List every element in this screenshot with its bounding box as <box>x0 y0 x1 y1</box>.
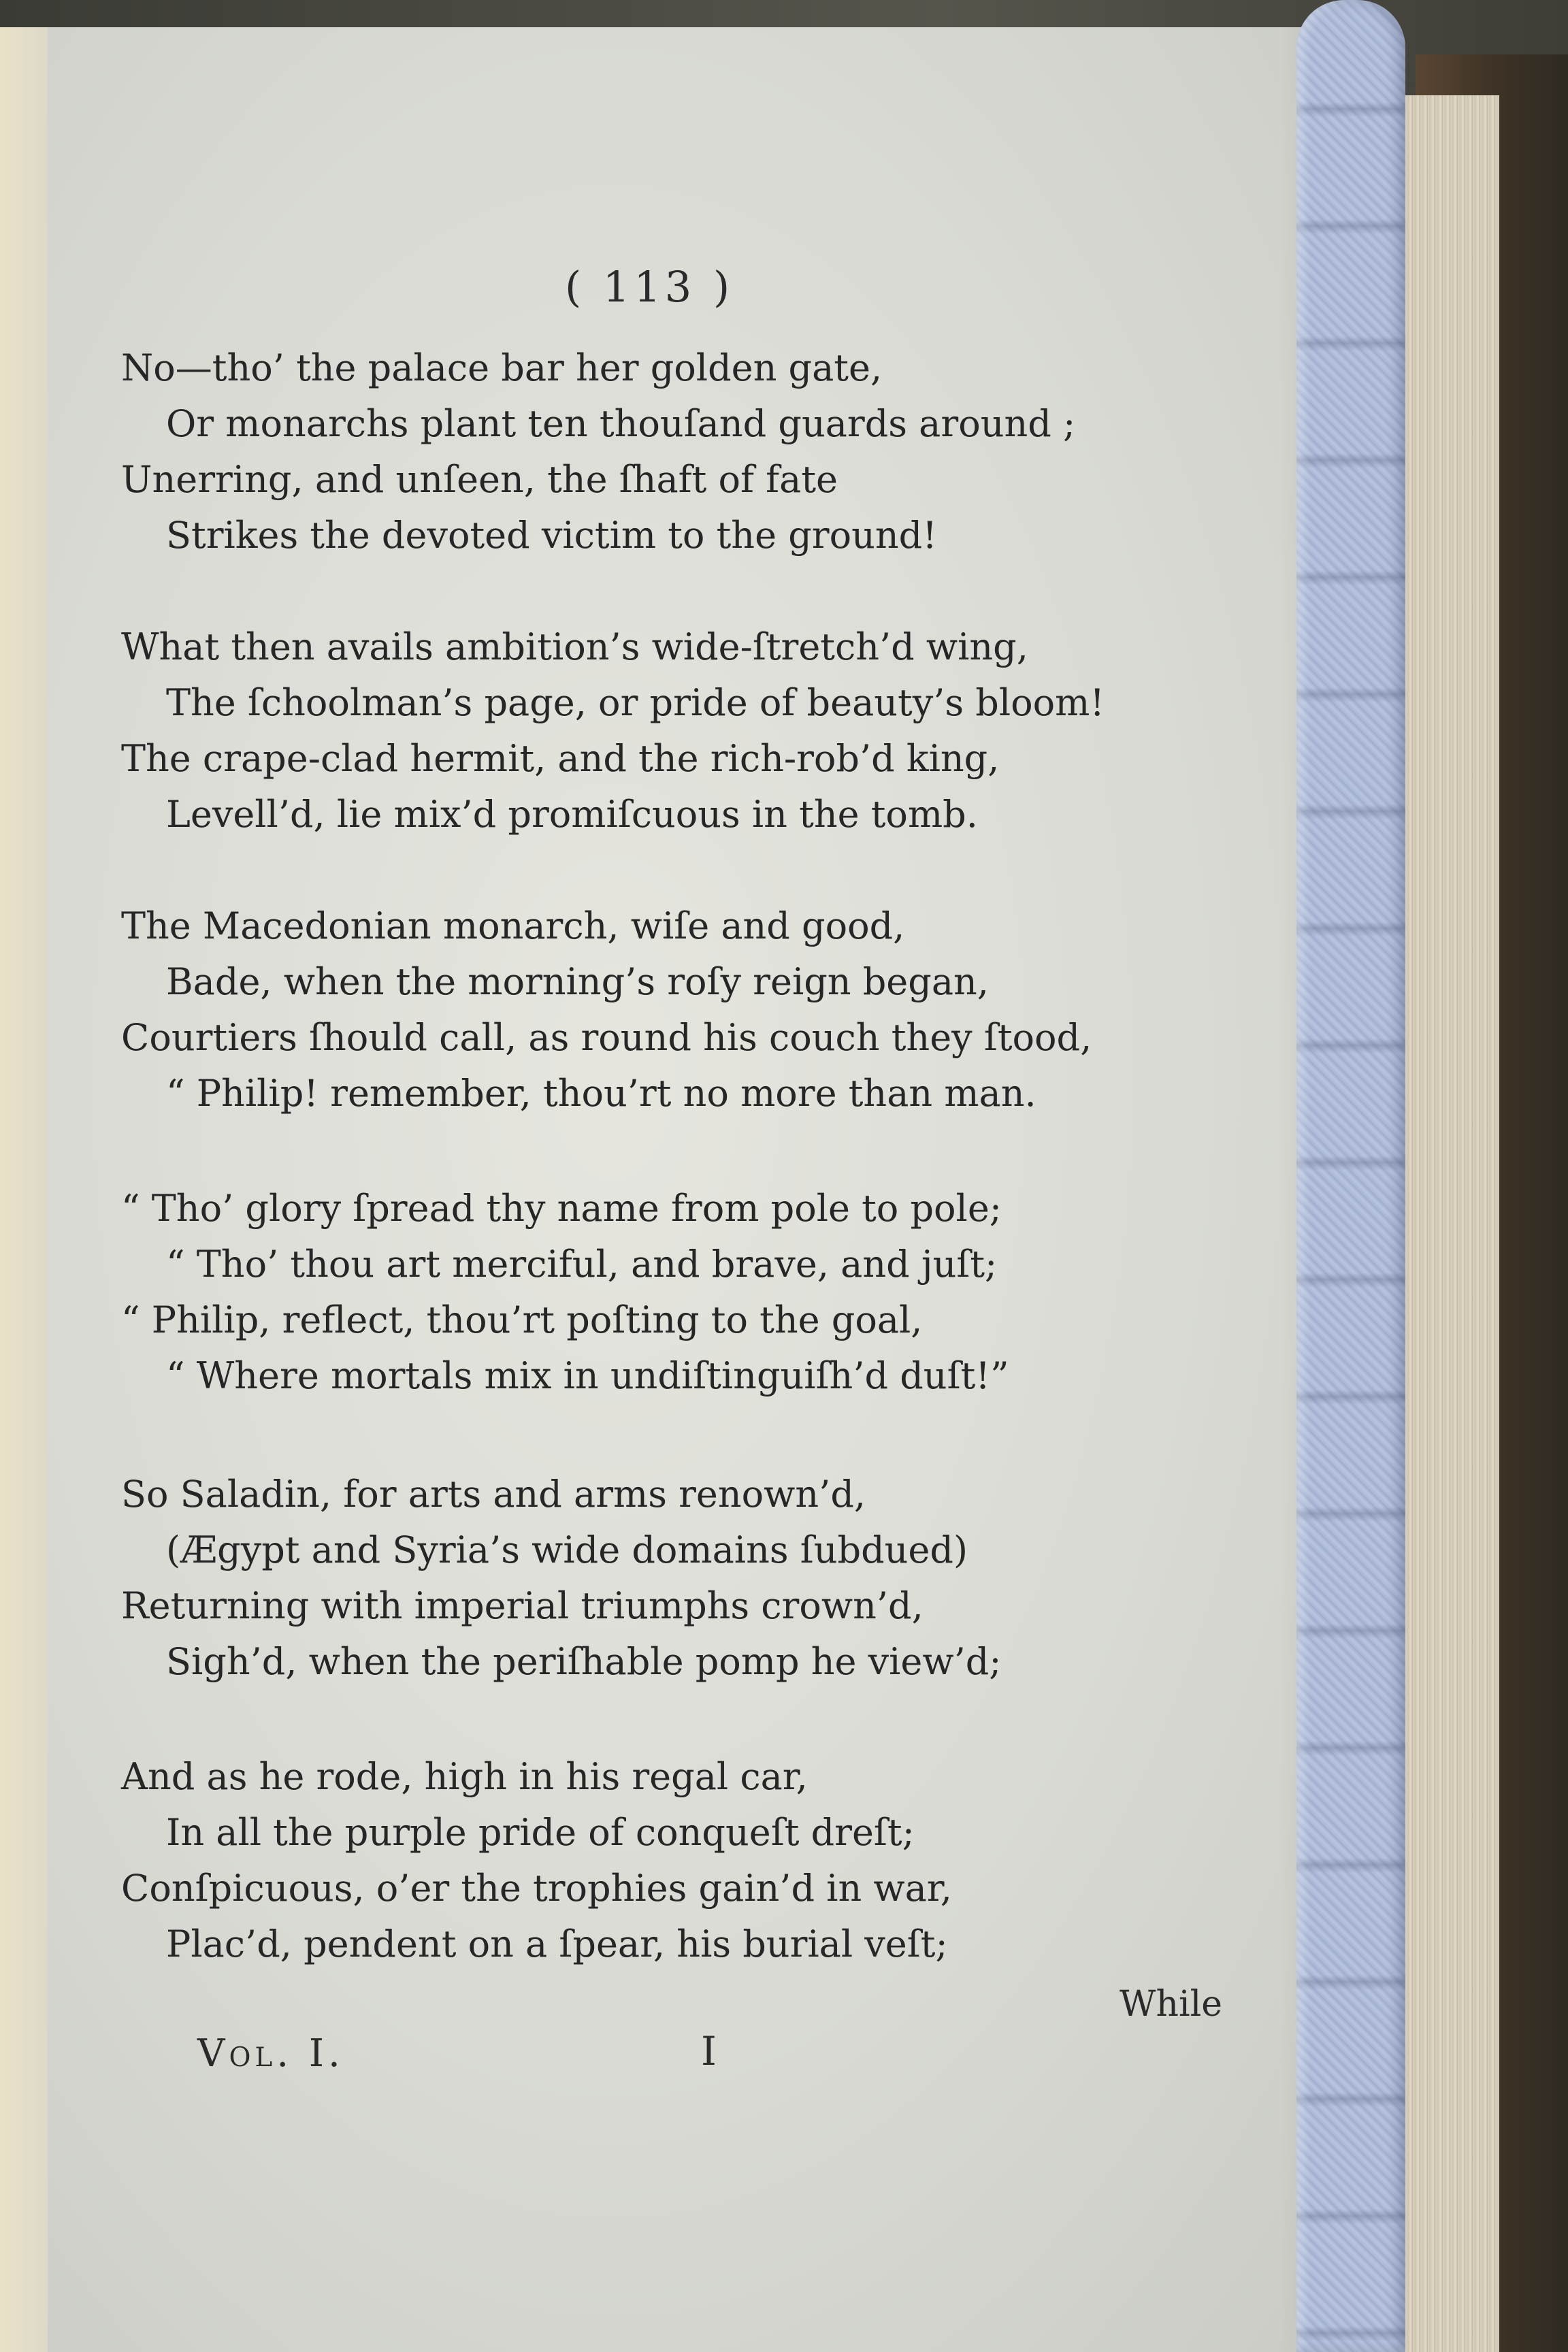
page-gutter <box>0 27 48 2352</box>
stanza-6 <box>121 1749 1183 1972</box>
signature-mark: I <box>701 2028 717 2074</box>
verse-line: Courtiers ſhould call, as round his couch they ſtood, <box>121 1016 1092 1059</box>
verse-line: “ Where mortals mix in undiſtinguiſh’d duſt!” <box>166 1354 1009 1397</box>
verse-line: Or monarchs plant ten thouſand guards around ; <box>166 402 1076 445</box>
bookmark-ribbon <box>1296 0 1405 2352</box>
verse-line: What then avails ambition’s wide-ſtretch’d wing, <box>121 625 1028 668</box>
verse-line: Plac’d, pendent on a ſpear, his burial veſt; <box>166 1923 948 1965</box>
verse-line: “ Tho’ thou art merciful, and brave, and juſt; <box>166 1243 998 1286</box>
stanza-1 <box>121 340 1183 564</box>
page-number: ( 113 ) <box>565 262 734 312</box>
verse-line: “ Philip, reflect, thou’rt poſting to the goal, <box>121 1298 923 1341</box>
verse-line: Returning with imperial triumphs crown’d, <box>121 1584 924 1627</box>
catchword: While <box>1120 1984 1222 2025</box>
verse-line: Unerring, and unſeen, the ſhaft of fate <box>121 458 838 501</box>
verse-line: Levell’d, lie mix’d promiſcuous in the tomb. <box>166 793 978 836</box>
verse-line: No—tho’ the palace bar her golden gate, <box>121 346 883 389</box>
verse-line: (Ægypt and Syria’s wide domains ſubdued) <box>166 1529 968 1571</box>
verse-line: “ Tho’ glory ſpread thy name from pole to pole; <box>121 1187 1002 1230</box>
stanza-3 <box>121 898 1183 1122</box>
verse-line: The ſchoolman’s page, or pride of beauty’s bloom! <box>166 681 1105 724</box>
verse-line: So Saladin, for arts and arms renown’d, <box>121 1473 866 1516</box>
verse-line: Strikes the devoted victim to the ground! <box>166 514 937 557</box>
verse-line: Sigh’d, when the periſhable pomp he view’d; <box>166 1640 1002 1683</box>
verse-line: The crape-clad hermit, and the rich-rob’d king, <box>121 737 1000 780</box>
verse-line: “ Philip! remember, thou’rt no more than man. <box>166 1072 1036 1115</box>
volume-signature: Vol. I. <box>197 2031 344 2076</box>
verse-line: Conſpicuous, o’er the trophies gain’d in war, <box>121 1867 952 1910</box>
verse-line: And as he rode, high in his regal car, <box>121 1755 808 1798</box>
stanza-5 <box>121 1467 1183 1690</box>
stanza-4 <box>121 1181 1183 1404</box>
verse-line: The Macedonian monarch, wiſe and good, <box>121 904 905 947</box>
verse-line: In all the purple pride of conqueſt dreſt; <box>166 1811 915 1854</box>
verse-line: Bade, when the morning’s roſy reign began, <box>166 960 989 1003</box>
stanza-2 <box>121 619 1183 843</box>
